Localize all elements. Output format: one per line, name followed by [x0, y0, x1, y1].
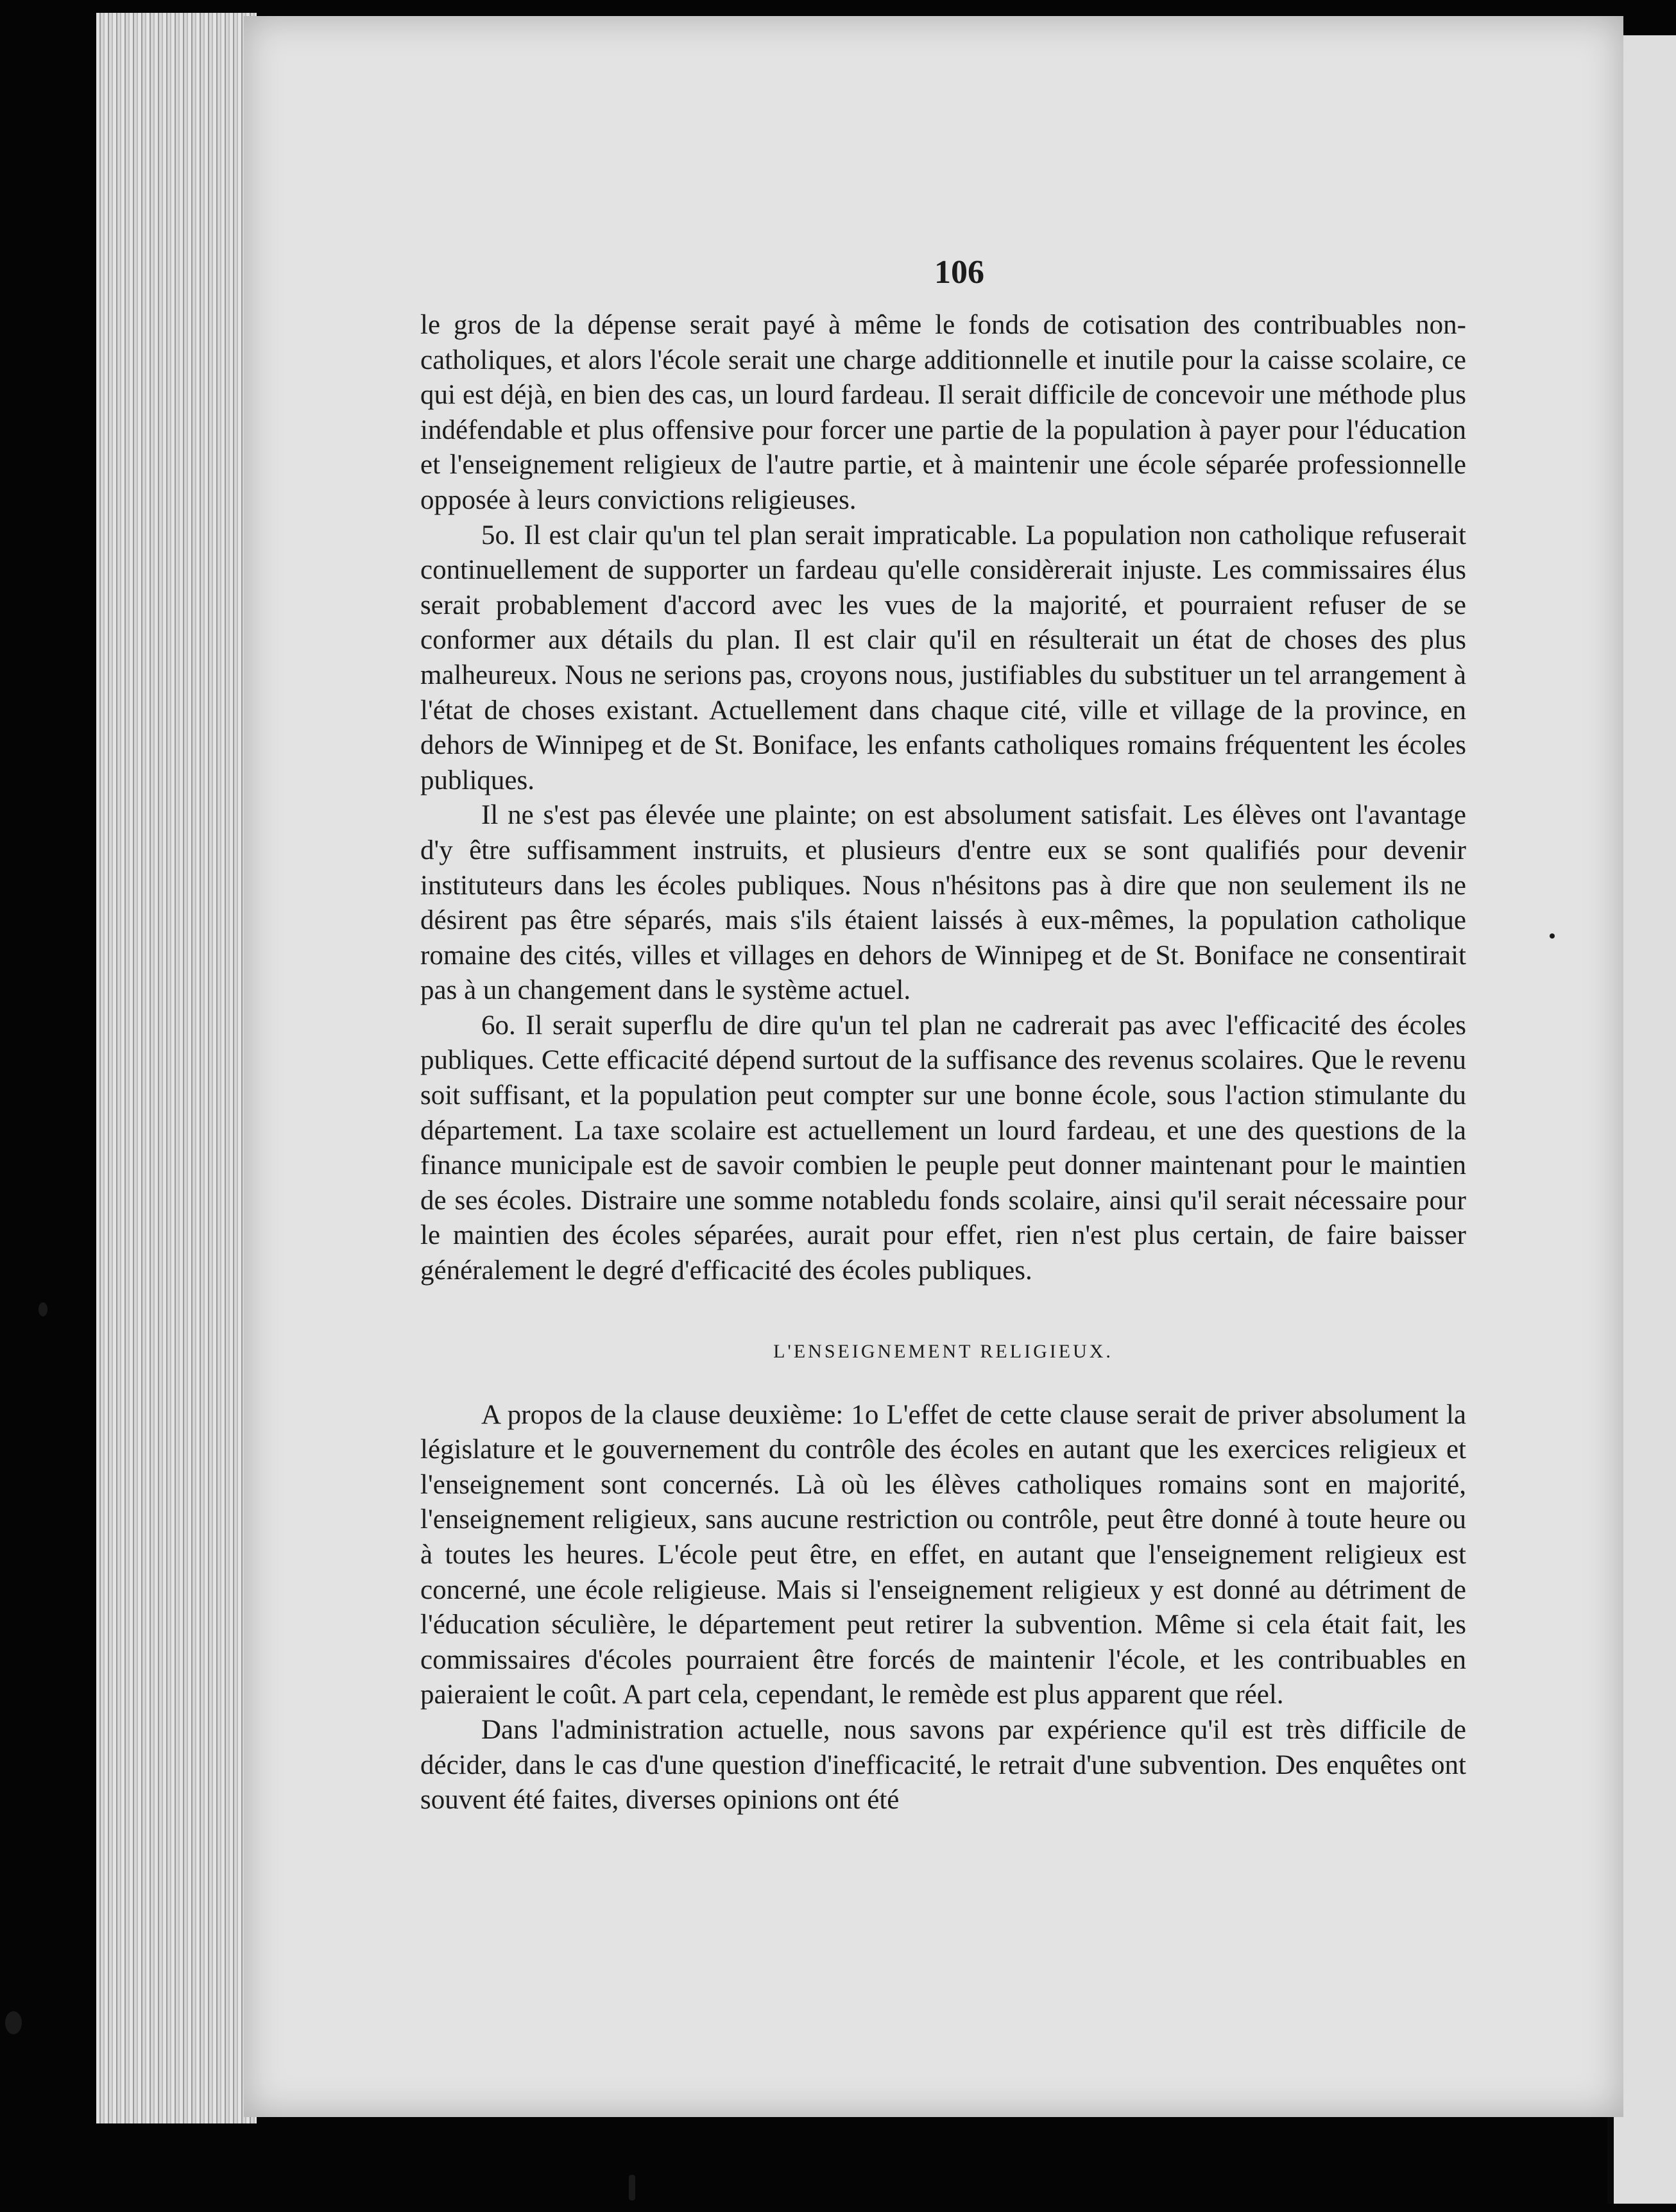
scan-speck [629, 2175, 635, 2200]
scan-speck [5, 2011, 22, 2034]
paragraph-plainte: Il ne s'est pas élevée une plainte; on est absolument satisfait. Les élèves ont l'avantage d'y être suffisamment instruits, et plusieurs d'entre eux se sont qualifiés pour devenir instituteurs dans les écoles publiques. Nous n'hésitons pas à dire que non seulement ils ne désirent pas être séparés, mais s'ils étaient laissés à eux-mêmes, la population catholique romaine des cités, villes et villages en dehors de Winnipeg et de St. Boniface ne consentirait pas à un changement dans le système actuel. [420, 800, 1466, 1006]
paragraph-5: 5o. Il est clair qu'un tel plan serait impraticable. La population non catholique refuserait continuellement de supporter un fardeau qu'elle considèrerait injuste. Les commissaires élus serait probablement d'accord avec les vues de la majorité, et pourraient refuser de se conformer aux détails du plan. Il est clair qu'il en résulterait un état de choses des plus malheureux. Nous ne serions pas, croyons nous, justifiables du substituer un tel arrangement à l'état de choses existant. Actuellement dans chaque cité, ville et village de la province, en dehors de Winnipeg et de St. Boniface, les enfants catholiques romains fréquentent les écoles publiques. [420, 520, 1466, 795]
page-number: 106 [934, 254, 984, 291]
paragraph-6: 6o. Il serait superflu de dire qu'un tel plan ne cadrerait pas avec l'efficacité des écoles publiques. Cette efficacité dépend surtout de la suffisance des revenus scolaires. Que le revenu soit suffisant, et la population peut compter sur une bonne école, sous l'action stimulante du département. La taxe scolaire est actuellement un lourd fardeau, et une des questions de la finance municipale est de savoir combien le peuple peut donner maintenant pour le maintien de ses écoles. Distraire une somme notabledu fonds scolaire, ainsi qu'il serait nécessaire pour le maintien des écoles séparées, aurait pour effet, rien n'est plus certain, de faire baisser généralement le degré d'efficacité des écoles publiques. [420, 1010, 1466, 1286]
paragraph-continuation: le gros de la dépense serait payé à même le fonds de cotisation des contribuables non-catholiques, et alors l'école serait une charge additionnelle et inutile pour la caisse scolaire, ce qui est déjà, en bien des cas, un lourd fardeau. Il serait difficile de concevoir une méthode plus indéfendable et plus offensive pour forcer une partie de la population à payer pour l'éducation et l'enseignement religieux de l'autre partie, et à maintenir une école séparée professionnelle opposée à leurs convictions religieuses. [420, 310, 1466, 515]
section-heading: L'ENSEIGNEMENT RELIGIEUX. [773, 1340, 1113, 1362]
scan-speck [38, 1302, 47, 1316]
paragraph-clause-deuxieme: A propos de la clause deuxième: 1o L'effet de cette clause serait de priver absolument la législature et le gouvernement du contrôle des écoles en autant que les exercices religieux et l'enseignement sont concernés. Là où les élèves catholiques romains sont en majorité, l'enseignement religieux, sans aucune restriction ou contrôle, peut être donné à toute heure ou à toutes les heures. L'école peut être, en effet, en autant que l'enseignement religieux est concerné, une école religieuse. Mais si l'enseignement religieux y est donné au détriment de l'éducation séculière, le département peut retirer la subvention. Même si cela était fait, les commissaires d'écoles pourraient être forcés de maintenir l'école, et les contribuables en paieraient le coût. A part cela, cependant, le remède est plus apparent que réel. [420, 1399, 1466, 1710]
scan-speck [1550, 933, 1555, 939]
page-stack-edges [96, 13, 257, 2123]
body-text [420, 308, 1466, 1818]
paragraph-administration: Dans l'administration actuelle, nous savons par expérience qu'il est très difficile de décider, dans le cas d'une question d'inefficacité, le retrait d'une subvention. Des enquêtes ont souvent été faites, diverses opinions ont été [420, 1714, 1466, 1816]
